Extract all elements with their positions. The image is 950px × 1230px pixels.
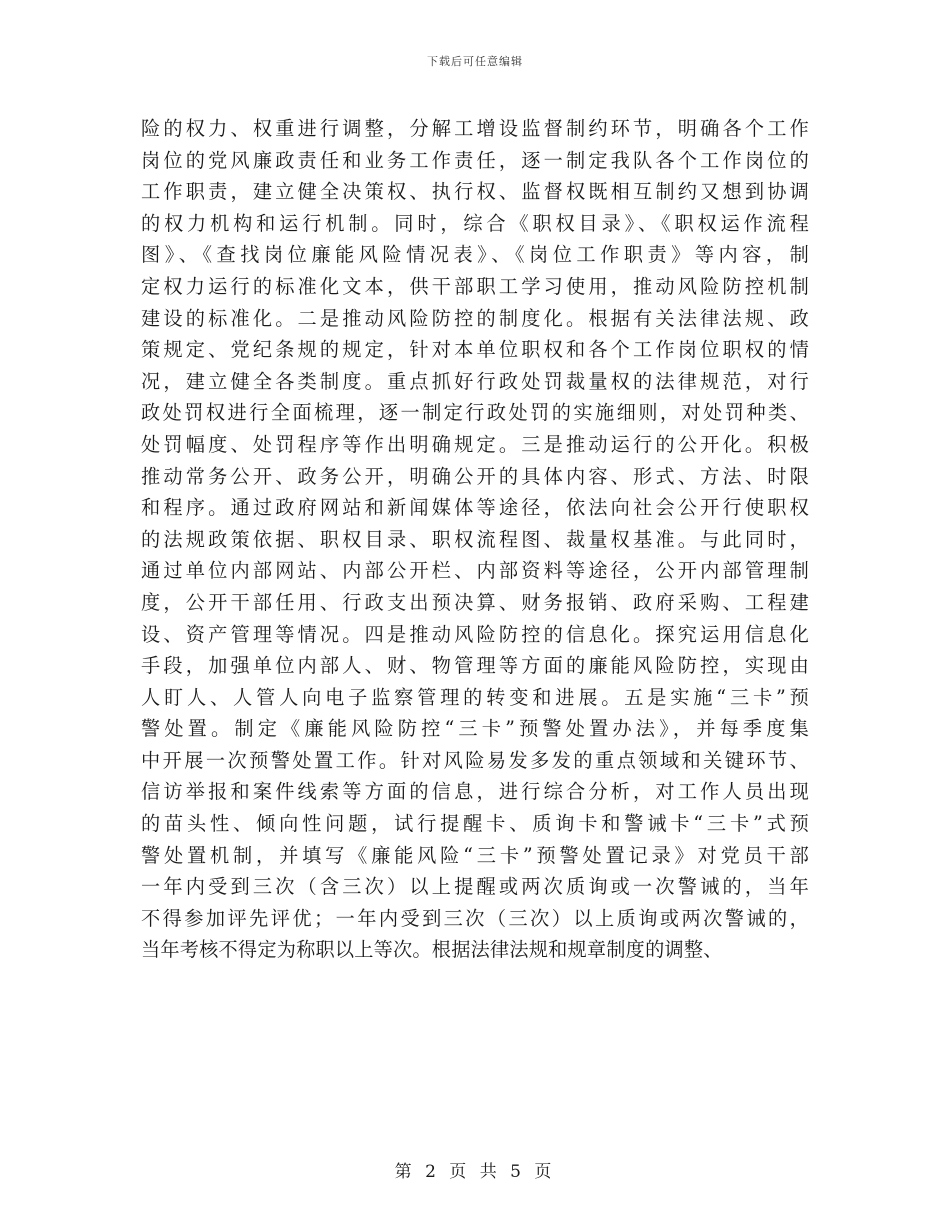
text-line: 警处置。制定《廉能风险防控“三卡”预警处置办法》，并每季度集 — [141, 717, 809, 741]
text-line: 况，建立健全各类制度。重点抓好行政处罚裁量权的法律规范，对行 — [141, 369, 809, 393]
text-line: 人盯人、人管人向电子监察管理的转变和进展。五是实施“三卡”预 — [141, 685, 809, 709]
page-header: 下载后可任意编辑 — [427, 55, 523, 68]
text-line: 信访举报和案件线索等方面的信息，进行综合分析，对工作人员出现 — [141, 780, 809, 804]
page-footer: 第 2 页 共 5 页 — [394, 1162, 556, 1182]
text-line: 度，公开干部任用、行政支出预决算、财务报销、政府采购、工程建 — [141, 590, 809, 614]
text-line: 工作职责，建立健全决策权、执行权、监督权既相互制约又想到协调 — [141, 180, 809, 204]
text-line: 和程序。通过政府网站和新闻媒体等途径，依法向社会公开行使职权 — [141, 496, 809, 520]
text-line: 险的权力、权重进行调整，分解工增设监督制约环节，明确各个工作 — [141, 117, 809, 140]
text-line: 设、资产管理等情况。四是推动风险防控的信息化。探究运用信息化 — [141, 622, 809, 646]
text-line: 通过单位内部网站、内部公开栏、内部资料等途径，公开内部管理制 — [141, 559, 809, 583]
text-line: 岗位的党风廉政责任和业务工作责任，逐一制定我队各个工作岗位的 — [141, 148, 809, 172]
body-text — [141, 113, 809, 966]
text-line: 手段，加强单位内部人、财、物管理等方面的廉能风险防控，实现由 — [141, 654, 809, 678]
text-line: 的法规政策依据、职权目录、职权流程图、裁量权基准。与此同时， — [141, 527, 809, 551]
text-line: 中开展一次预警处置工作。针对风险易发多发的重点领域和关键环节、 — [141, 748, 809, 772]
text-line: 一年内受到三次（含三次）以上提醒或两次质询或一次警诫的，当年 — [141, 875, 809, 899]
text-line: 警处置机制，并填写《廉能风险“三卡”预警处置记录》对党员干部 — [141, 843, 809, 867]
text-line: 不得参加评先评优；一年内受到三次（三次）以上质询或两次警诫的， — [141, 906, 809, 930]
text-line: 建设的标准化。二是推动风险防控的制度化。根据有关法律法规、政 — [141, 306, 809, 330]
text-line: 图》、《查找岗位廉能风险情况表》、《岗位工作职责》等内容，制 — [141, 243, 809, 267]
text-line: 政处罚权进行全面梳理，逐一制定行政处罚的实施细则，对处罚种类、 — [141, 401, 809, 425]
text-line: 推动常务公开、政务公开，明确公开的具体内容、形式、方法、时限 — [141, 464, 809, 488]
text-line: 策规定、党纪条规的规定，针对本单位职权和各个工作岗位职权的情 — [141, 338, 809, 362]
text-line: 的权力机构和运行机制。同时，综合《职权目录》、《职权运作流程 — [141, 211, 809, 235]
text-line: 当年考核不得定为称职以上等次。根据法律法规和规章制度的调整、 — [141, 938, 723, 962]
text-line: 的苗头性、倾向性问题，试行提醒卡、质询卡和警诫卡“三卡”式预 — [141, 812, 809, 836]
text-line: 定权力运行的标准化文本，供干部职工学习使用，推动风险防控机制 — [141, 274, 809, 298]
text-line: 处罚幅度、处罚程序等作出明确规定。三是推动运行的公开化。积极 — [141, 432, 809, 456]
